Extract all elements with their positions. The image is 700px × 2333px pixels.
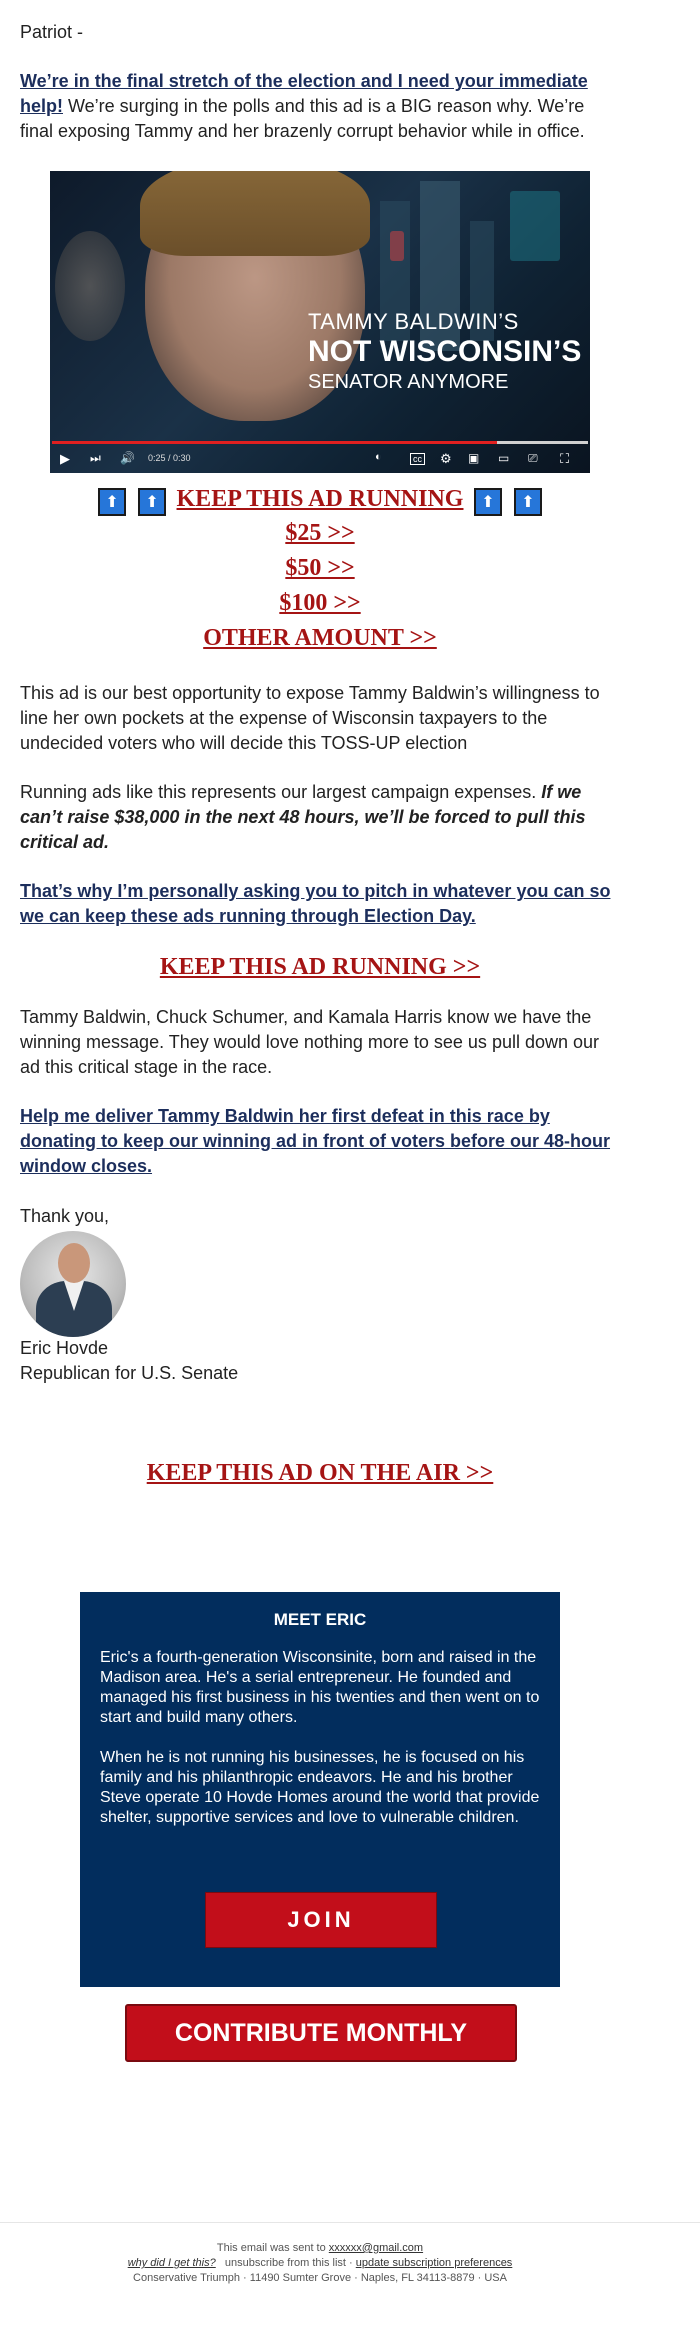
keep-running-row: [0, 482, 640, 517]
meet-eric-panel: [80, 1592, 560, 1987]
avatar: [20, 1231, 126, 1337]
captions-icon[interactable]: cc: [410, 453, 425, 465]
intro-text: We’re surging in the polls and this ad is a BIG reason why. We’re final exposing Tammy and her brazenly corrupt behavior while in office.: [20, 96, 585, 141]
intro-link[interactable]: We’re in the final stretch of the election and I need your immediate help!: [20, 71, 588, 116]
settings-gear-icon[interactable]: ⚙: [440, 451, 452, 466]
keep-running-row-2: [0, 950, 640, 985]
autoplay-toggle-icon[interactable]: ◐: [375, 451, 382, 463]
body-paragraph-5: [20, 1104, 620, 1179]
body-paragraph-3: [20, 879, 620, 929]
why-did-i-get-this-link[interactable]: why did I get this?: [127, 2257, 216, 2269]
donate-other-row: [0, 621, 640, 656]
donate-amount-100-row: [0, 586, 640, 621]
deliver-defeat-link[interactable]: Help me deliver Tammy Baldwin her first defeat in this race by donating to keep our winning ad in front of voters before our 48-hour window closes.: [20, 1106, 611, 1176]
meet-eric-bio-1: Eric's a fourth-generation Wisconsinite, born and raised in the Madison area. He's a serial entrepreneur. He founded and managed his first business in his twenties and then went on to start and build many others.: [100, 1649, 540, 1726]
body-paragraph-2: [20, 780, 620, 855]
unsubscribe-link[interactable]: unsubscribe from this list: [224, 2257, 346, 2269]
video-player[interactable]: [50, 171, 590, 473]
footer-sent-prefix: This email was sent to: [216, 2242, 329, 2254]
keep-ad-on-air-link[interactable]: KEEP THIS AD ON THE AIR >>: [146, 1460, 494, 1486]
signer-name: Eric Hovde: [20, 1338, 109, 1358]
cast-icon[interactable]: ⎚: [528, 451, 538, 465]
paragraph-2-emphasis: If we can’t raise $38,000 in the next 48 hours, we’ll be forced to pull this critical ad.: [20, 782, 586, 852]
play-icon[interactable]: ▶: [60, 451, 70, 466]
up-arrow-icon: ⬆: [138, 488, 166, 516]
miniplayer-icon[interactable]: ▣: [468, 451, 480, 465]
body-paragraph-1: This ad is our best opportunity to expose Tammy Baldwin’s willingness to line her own pockets at the expense of Wisconsin taxpayers to the undecided voters who will decide this TOSS-UP election: [20, 683, 600, 753]
paragraph-2-text: Running ads like this represents our largest campaign expenses.: [20, 782, 542, 802]
footer-sent-to: [0, 2242, 640, 2254]
up-arrow-icon: ⬆: [474, 488, 502, 516]
theater-mode-icon[interactable]: ▭: [498, 451, 510, 465]
up-arrow-icon: ⬆: [98, 488, 126, 516]
keep-ad-running-link[interactable]: KEEP THIS AD RUNNING: [176, 486, 464, 512]
footer-divider: [0, 2222, 700, 2223]
video-time: 0:25 / 0:30: [148, 453, 191, 463]
thank-you: Thank you,: [20, 1206, 110, 1226]
video-controls: [50, 447, 590, 471]
body-paragraph-4: Tammy Baldwin, Chuck Schumer, and Kamala Harris know we have the winning message. They would love nothing more to see us pull down our ad this critical stage in the race.: [20, 1007, 600, 1077]
meet-eric-bio-2: When he is not running his businesses, he is focused on his family and his philanthropic endeavors. He and his brother Steve operate 10 Hovde Homes around the world that provide shelter, supportive services and love to vulnerable children.: [100, 1749, 540, 1826]
footer-links: [0, 2257, 640, 2269]
donate-50-link[interactable]: $50 >>: [285, 555, 355, 581]
greeting: Patriot -: [20, 22, 84, 42]
keep-on-air-row: [0, 1456, 640, 1491]
contribute-monthly-button[interactable]: CONTRIBUTE MONTHLY: [125, 2004, 517, 2062]
donate-amount-50-row: [0, 551, 640, 586]
donate-amount-25-row: [0, 516, 640, 551]
volume-icon[interactable]: 🔊: [120, 451, 135, 465]
pitch-in-link[interactable]: That’s why I’m personally asking you to pitch in whatever you can so we can keep these ads running through Election Day.: [20, 881, 611, 926]
fullscreen-icon[interactable]: ⛶: [560, 451, 570, 466]
intro-paragraph: [20, 69, 620, 144]
footer-separator: ·: [349, 2257, 353, 2269]
footer-address: Conservative Triumph · 11490 Sumter Grove · Naples, FL 34113-8879 · USA: [133, 2272, 507, 2284]
update-preferences-link[interactable]: update subscription preferences: [355, 2257, 513, 2269]
signer-title: Republican for U.S. Senate: [20, 1363, 239, 1383]
footer-email-link[interactable]: xxxxxx@gmail.com: [328, 2242, 424, 2254]
donate-100-link[interactable]: $100 >>: [279, 590, 361, 616]
donate-other-amount-link[interactable]: OTHER AMOUNT >>: [203, 625, 437, 651]
next-icon[interactable]: ⏭: [90, 451, 101, 465]
donate-25-link[interactable]: $25 >>: [285, 520, 355, 546]
keep-ad-running-link-2[interactable]: KEEP THIS AD RUNNING >>: [159, 954, 481, 980]
join-button[interactable]: JOIN: [205, 1892, 437, 1948]
meet-eric-heading: MEET ERIC: [273, 1610, 367, 1629]
background-figure: [55, 231, 125, 341]
video-progress-bar[interactable]: [52, 441, 588, 444]
up-arrow-icon: ⬆: [514, 488, 542, 516]
video-caption-line3: SENATOR ANYMORE: [308, 371, 509, 393]
video-caption-line2: NOT WISCONSIN’S: [308, 335, 582, 368]
video-caption-line1: TAMMY BALDWIN’S: [308, 309, 519, 334]
